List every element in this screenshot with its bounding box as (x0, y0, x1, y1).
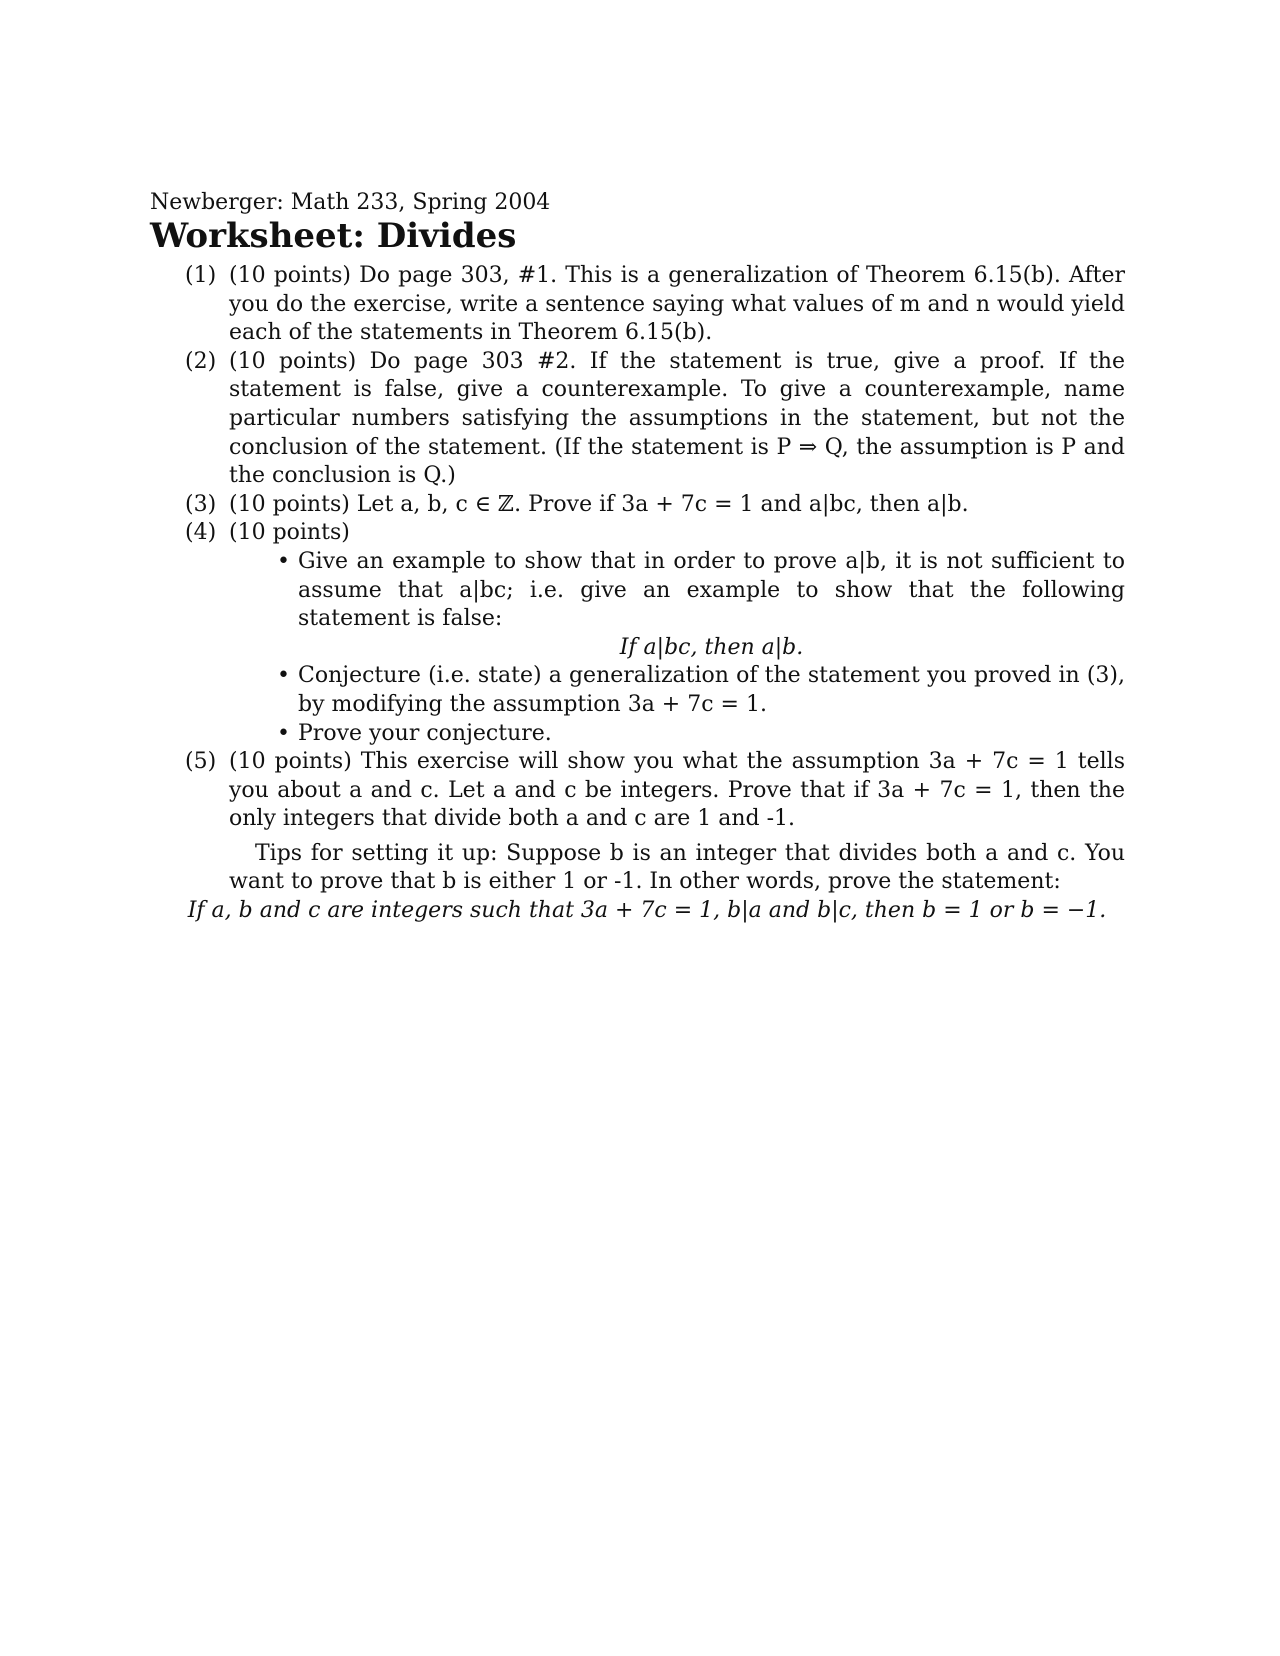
tips-paragraph: Tips for setting it up: Suppose b is an integer that divides both a and c. You want to prove that b is either 1 or -1. In other words, prove the statement: (229, 840, 1125, 895)
problem-4 (150, 519, 1125, 748)
sub-task (277, 720, 1125, 749)
problem-text: (10 points) Do page 303, #1. This is a generalization of Theorem 6.15(b). After you do the exercise, write a sentence saying what values of m and n would yield each of the statements in Theorem 6.15(b). (229, 263, 1125, 346)
sub-task-list (229, 548, 1125, 748)
problem-text: (10 points) This exercise will show you what the assumption 3a + 7c = 1 tells you about a and c. Let a and c be integers. Prove that if 3a + 7c = 1, then the only integers that divide both a and c are 1 and -1. (229, 749, 1125, 832)
problem-text: (10 points) (229, 520, 350, 546)
problem-number: (5) (185, 749, 217, 775)
problem-1 (150, 262, 1125, 348)
problem-5 (150, 748, 1125, 926)
sub-task (277, 662, 1125, 719)
problem-number: (4) (185, 520, 217, 546)
worksheet-content (150, 190, 1125, 926)
false-statement: If a|bc, then a|b. (619, 634, 804, 660)
problem-number: (3) (185, 491, 217, 517)
bullet-icon: • (277, 548, 290, 574)
problem-3 (150, 491, 1125, 520)
sub-task-text: Give an example to show that in order to prove a|b, it is not sufficient to assume that a|bc; i.e. give an example to show that the following statement is false: (298, 548, 1125, 632)
bullet-icon: • (277, 720, 290, 746)
statement-to-prove: If a, b and c are integers such that 3a + 7c = 1, b|a and b|c, then b = 1 or b = −1. (187, 898, 1107, 924)
problem-number: (1) (185, 263, 217, 288)
sub-task-text: Conjecture (i.e. state) a generalization of the statement you proved in (3), by modifying the assumption 3a + 7c = 1. (298, 663, 1125, 717)
problem-list (150, 262, 1125, 926)
problem-text: (10 points) Do page 303 #2. If the statement is true, give a proof. If the statement is false, give a counterexample. To give a counterexample, name particular numbers satisfying the assumptions in the statement, but not the conclusion of the statement. (If the statement is P ⇒ Q, the assumption is P and the conclusion is Q.) (229, 348, 1125, 489)
course-heading: Newberger: Math 233, Spring 2004 (150, 190, 551, 215)
problem-text: (10 points) Let a, b, c ∈ ℤ. Prove if 3a + 7c = 1 and a|bc, then a|b. (229, 491, 969, 517)
bullet-icon: • (277, 663, 290, 689)
problem-2 (150, 348, 1125, 491)
problem-number: (2) (185, 348, 217, 374)
sub-task-text: Prove your conjecture. (298, 720, 552, 746)
sub-task (277, 548, 1125, 662)
worksheet-title: Worksheet: Divides (150, 216, 517, 256)
